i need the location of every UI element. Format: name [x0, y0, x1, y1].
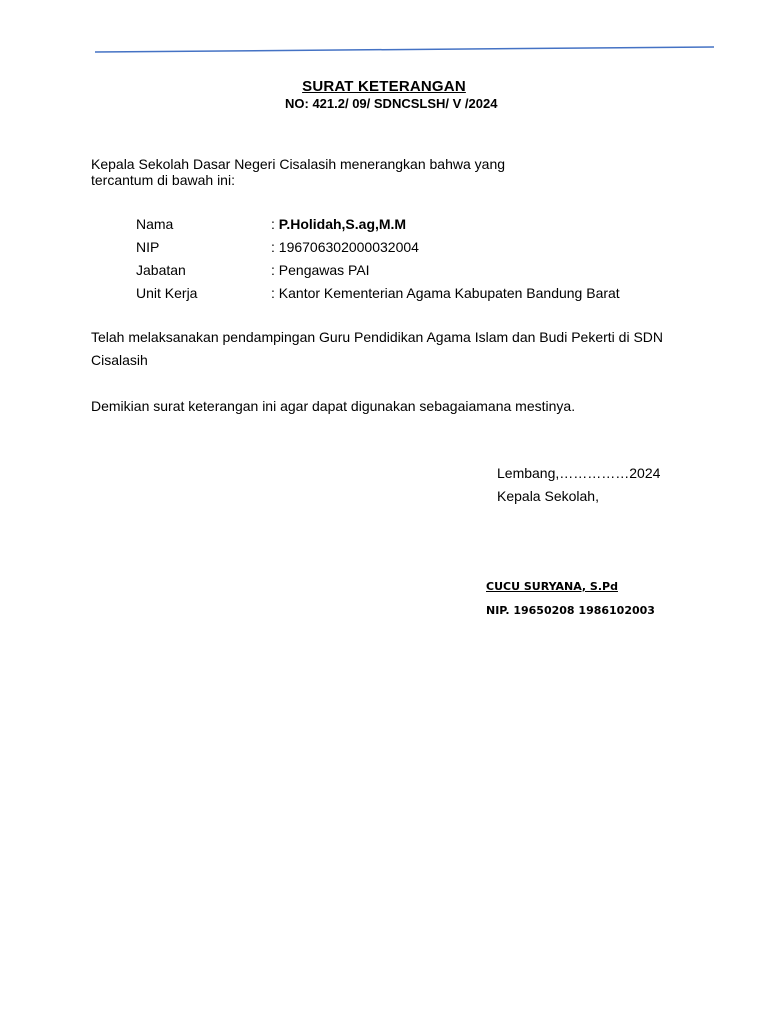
- nip-label: NIP: [136, 239, 160, 255]
- document-number: NO: 421.2/ 09/ SDNCSLSH/ V /2024: [285, 96, 498, 111]
- header-rule-line: [0, 0, 768, 60]
- position-value: : Pengawas PAI: [271, 262, 370, 278]
- document-title: SURAT KETERANGAN: [302, 78, 466, 95]
- signer-role: Kepala Sekolah,: [497, 488, 599, 504]
- name-label: Nama: [136, 216, 174, 232]
- statement-paragraph: Telah melaksanakan pendampingan Guru Pendidikan Agama Islam dan Budi Pekerti di SDN Cisalasih: [91, 329, 664, 368]
- place-date: Lembang,……………2024: [497, 465, 661, 481]
- name-value: P.Holidah,S.ag,M.M: [278, 216, 407, 232]
- name-value-wrap: [271, 216, 406, 232]
- unit-value: : Kantor Kementerian Agama Kabupaten Bandung Barat: [271, 285, 620, 301]
- signer-nip: NIP. 19650208 1986102003: [486, 604, 655, 617]
- position-label: Jabatan: [136, 262, 186, 278]
- intro-paragraph: Kepala Sekolah Dasar Negeri Cisalasih menerangkan bahwa yang tercantum di bawah ini:: [91, 156, 506, 188]
- nip-value: : 196706302000032004: [271, 239, 419, 255]
- unit-label: Unit Kerja: [136, 285, 198, 301]
- signer-name: CUCU SURYANA, S.Pd: [486, 580, 618, 593]
- closing-paragraph: Demikian surat keterangan ini agar dapat digunakan sebagaiamana mestinya.: [91, 398, 576, 414]
- name-separator: :: [271, 216, 279, 232]
